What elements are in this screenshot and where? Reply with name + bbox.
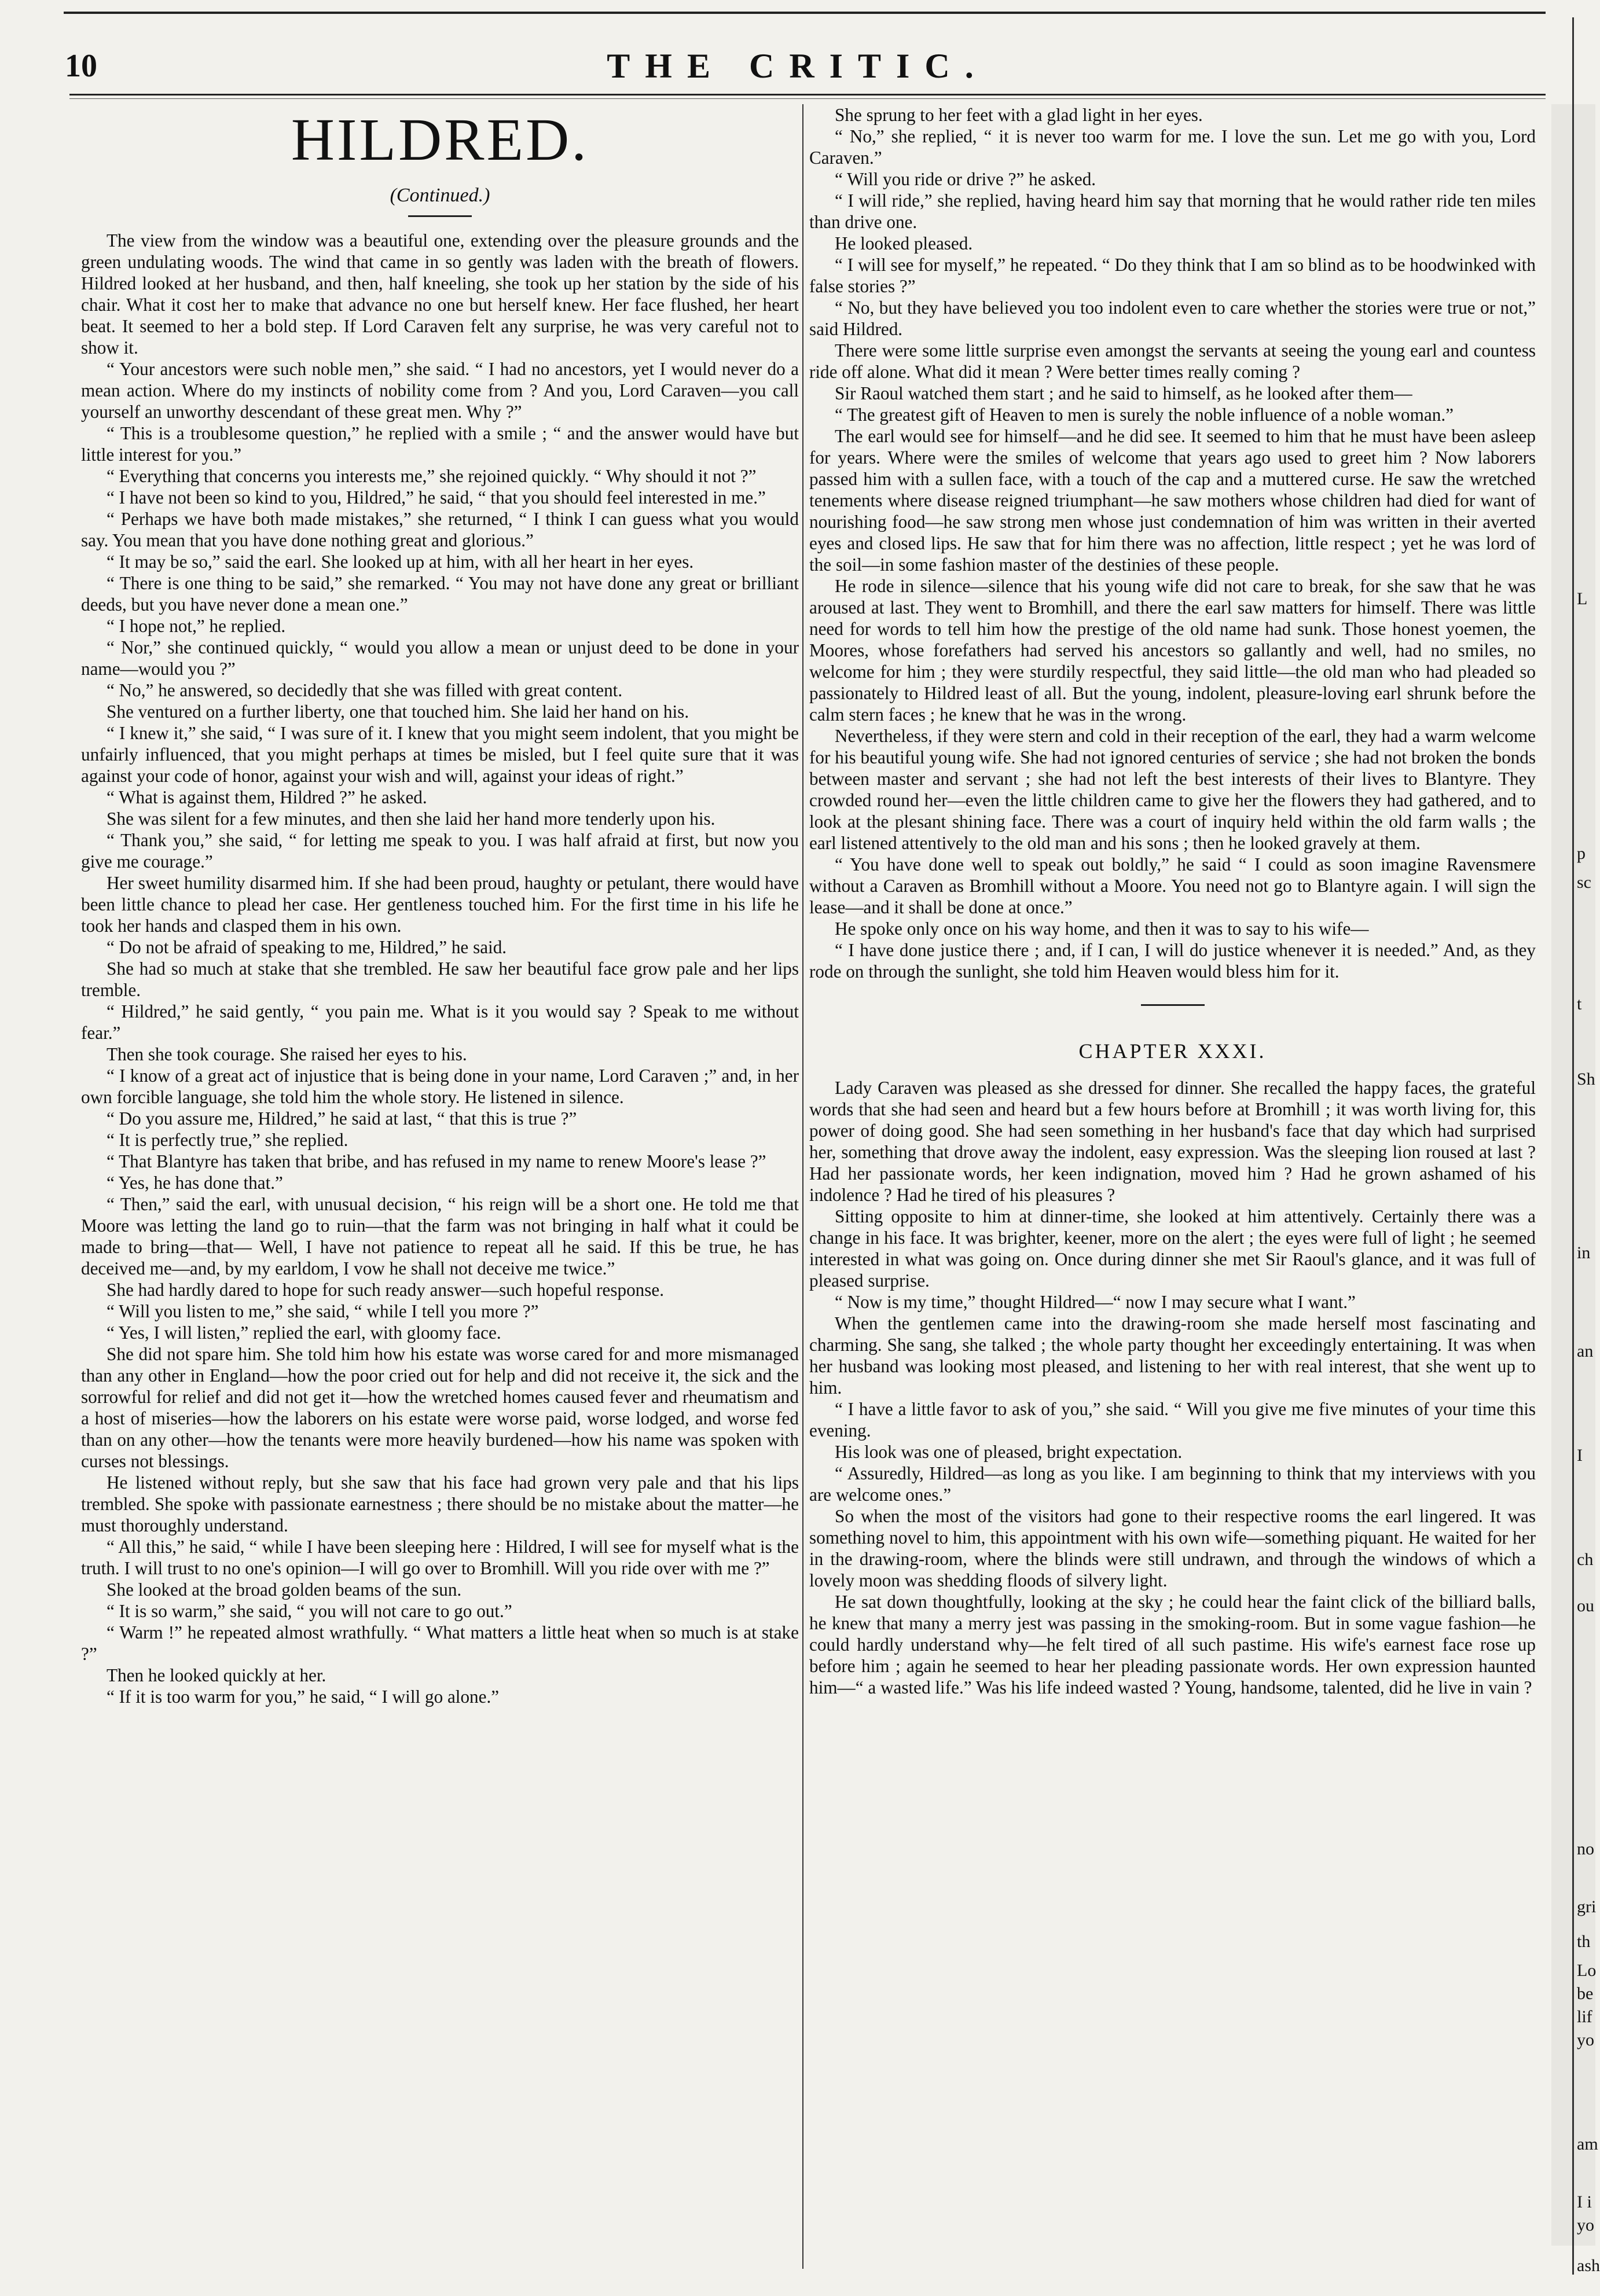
paragraph: She sprung to her feet with a glad light in her eyes.	[835, 105, 1203, 125]
paragraph: The earl would see for himself—and he did see. It seemed to him that he must have been asleep for years. Where were the smiles of welcome that years ago used to greet him ? Now laborers passed him with a sullen face, with a touch of the cap and a muttered curse. He saw the wretched tenements where disease reigned triumphant—he saw mothers whose children had died for want of nourishing food—he saw strong men whose just condemnation of him was written in their averted eyes and closed lips. He saw that for him there was no affection, little respect ; yet he was lord of the soil—in some fashion master of the destinies of these people.	[809, 426, 1536, 575]
paragraph: His look was one of pleased, bright expectation.	[835, 1442, 1183, 1462]
paragraph: Her sweet humility disarmed him. If she had been proud, haughty or petulant, there would have been little chance to plead her case. Her gentleness touched him. For the first time in his life he took her hands and clasped them in his own.	[81, 873, 799, 936]
top-border-rule	[64, 12, 1546, 14]
paragraph: She had hardly dared to hope for such ready answer—such hopeful response.	[107, 1280, 665, 1300]
chapter-paragraphs	[809, 1077, 1536, 1698]
header-rule-thin	[69, 98, 1546, 99]
paragraph: “ No,” she replied, “ it is never too warm for me. I love the sun. Let me go with you, Lord Caraven.”	[809, 126, 1536, 168]
continued-note: (Continued.)	[390, 185, 490, 206]
edge-text-fragment: p	[1577, 844, 1586, 863]
paragraph: “ Thank you,” she said, “ for letting me speak to you. I was half afraid at first, but now you give me courage.”	[81, 830, 799, 872]
paragraph: Sir Raoul watched them start ; and he said to himself, as he looked after them—	[835, 383, 1412, 403]
paragraph: He sat down thoughtfully, looking at the sky ; he could hear the faint click of the billiard balls, he knew that many a merry jest was passing in the smoking-room. But in some vague fashion—he could hardly understand why—he felt tired of all such pastime. His wife's earnest face rose up before him ; again he seemed to hear her pleading passionate words. Her own expression haunted him—“ a wasted life.” Was his life indeed wasted ? Young, handsome, talented, did he live in vain ?	[809, 1592, 1536, 1698]
edge-text-fragment: yo	[1577, 2216, 1594, 2235]
paragraph: He looked pleased.	[835, 233, 973, 254]
header-rule	[69, 94, 1546, 95]
paragraph: She ventured on a further liberty, one that touched him. She laid her hand on his.	[107, 701, 689, 722]
paragraph: “ Warm !” he repeated almost wrathfully. “ What matters a little heat when so much is at stake ?”	[81, 1622, 799, 1664]
paragraph: “ Perhaps we have both made mistakes,” she returned, “ I think I can guess what you would say. You mean that you have done nothing great and glorious.”	[81, 509, 799, 550]
paragraph: He rode in silence—silence that his young wife did not care to break, for she saw that he was aroused at last. They went to Bromhill, and there the earl saw matters for himself. There was little need for words to tell him how the prestige of the old name had sunk. Those honest yoemen, the Moores, whose forefathers had served his ancestors so gallantly and well, had no smiles, no welcome for him ; they were sturdily respectful, they said little—the old man who had pleaded so passionately to Hildred least of all. But the young, indolent, pleasure-loving earl shrunk before the calm stern faces ; he knew that he was in the wrong.	[809, 576, 1536, 725]
edge-text-fragment: I	[1577, 1446, 1583, 1465]
paragraph: “ I know of a great act of injustice that is being done in your name, Lord Caraven ;” and, in her own forcible language, she told him the whole story. He listened in silence.	[81, 1066, 799, 1107]
edge-text-fragment: th	[1577, 1932, 1591, 1951]
paragraph: “ It is perfectly true,” she replied.	[107, 1130, 348, 1150]
adjacent-page-rule	[1572, 17, 1574, 2275]
paragraph: “ This is a troublesome question,” he replied with a smile ; “ and the answer would have but little interest for you.”	[81, 423, 799, 465]
edge-text-fragment: no	[1577, 1839, 1594, 1858]
paragraph: “ That Blantyre has taken that bribe, and has refused in my name to renew Moore's lease ?”	[107, 1151, 766, 1171]
paragraph: The view from the window was a beautiful one, extending over the pleasure grounds and the green undulating woods. The wind that came in so gently was laden with the breath of flowers. Hildred looked at her husband, and then, half kneeling, she took up her station by the side of his chair. What it cost her to make that advance no one but herself knew. Her face flushed, her heart beat. It seemed to her a bold step. If Lord Caraven felt any surprise, he was very careful not to show it.	[81, 230, 799, 358]
edge-text-fragment: gri	[1577, 1897, 1597, 1916]
paragraph: So when the most of the visitors had gone to their respective rooms the earl lingered. It was something novel to him, this appointment with his own wife—something piquant. He waited for her in the drawing-room, where the blinds were still undrawn, and through the windows of which a lovely moon was shedding floods of silvery light.	[809, 1506, 1536, 1590]
paragraph: He listened without reply, but she saw that his face had grown very pale and that his lips trembled. She spoke with passionate earnestness ; there should be no mistake about the matter—he must thoroughly understand.	[81, 1472, 799, 1535]
paragraph: “ Yes, I will listen,” replied the earl, with gloomy face.	[107, 1323, 501, 1343]
paragraph: Sitting opposite to him at dinner-time, she looked at him attentively. Certainly there was a change in his face. It was brighter, keener, more on the alert ; the eyes were full of light ; he seemed interested in what was going on. Once during dinner she met Sir Raoul's glance, and it was full of pleased surprise.	[809, 1206, 1536, 1291]
paragraph: “ Nor,” she continued quickly, “ would you allow a mean or unjust deed to be done in your name—would you ?”	[81, 637, 799, 679]
edge-text-fragment: sc	[1577, 873, 1591, 892]
paragraph: “ Will you listen to me,” she said, “ while I tell you more ?”	[107, 1301, 539, 1321]
paragraph: “ Your ancestors were such noble men,” she said. “ I had no ancestors, yet I would never do a mean action. Where do my instincts of nobility come from ? And you, Lord Caraven—you call yourself an unworthy descendant of these great men. Why ?”	[81, 359, 799, 422]
paragraph: “ It may be so,” said the earl. She looked up at him, with all her heart in her eyes.	[107, 552, 694, 572]
column-divider	[802, 104, 803, 2269]
paragraph: “ I have a little favor to ask of you,” she said. “ Will you give me five minutes of your time this evening.	[809, 1399, 1536, 1441]
paragraph: “ No, but they have believed you too indolent even to care whether the stories were true or not,” said Hildred.	[809, 297, 1536, 339]
paragraph: “ No,” he answered, so decidedly that she was filled with great content.	[107, 680, 623, 700]
paragraph: “ I will ride,” she replied, having heard him say that morning that he would rather ride ten miles than drive one.	[809, 190, 1536, 232]
edge-text-fragment: be	[1577, 1984, 1594, 2003]
edge-text-fragment: ou	[1577, 1596, 1594, 1615]
paragraph: When the gentlemen came into the drawing-room she made herself most fascinating and charming. She sang, she talked ; the whole party thought her exceedingly entertaining. It was when her husband was looking most pleased, and listening to her with real interest, that she went up to him.	[809, 1313, 1536, 1398]
paragraph: There were some little surprise even amongst the servants at seeing the young earl and countess ride off alone. What did it mean ? Were better times really coming ?	[809, 340, 1536, 382]
paragraph: “ It is so warm,” she said, “ you will not care to go out.”	[107, 1601, 512, 1621]
paragraph: “ Will you ride or drive ?” he asked.	[835, 169, 1096, 189]
paragraph: “ I hope not,” he replied.	[107, 616, 286, 636]
page-number: 10	[65, 48, 97, 84]
paragraph: “ Everything that concerns you interests me,” she rejoined quickly. “ Why should it not ?”	[107, 466, 757, 486]
paragraph: “ Do you assure me, Hildred,” he said at last, “ that this is true ?”	[107, 1108, 577, 1129]
paragraph: She did not spare him. She told him how his estate was worse cared for and more mismanaged than any other in England—how the poor cried out for help and did not receive it, the sick and the sorrowful for relief and did not get it—how the wretched homes caused fever and rheumatism and a host of miseries—how the laborers on his estate were worse paid, worse lodged, and worse fed than on any other—how the tenants were more heavily burdened—how his name was spoken with curses not blessings.	[81, 1344, 799, 1471]
edge-text-fragment: ch	[1577, 1550, 1594, 1569]
paragraph: “ Now is my time,” thought Hildred—“ now I may secure what I want.”	[835, 1292, 1356, 1312]
edge-text-fragment: yo	[1577, 2030, 1594, 2049]
paragraph: “ Yes, he has done that.”	[107, 1173, 283, 1193]
paragraph: “ Do not be afraid of speaking to me, Hildred,” he said.	[107, 937, 507, 957]
paragraph: “ All this,” he said, “ while I have been sleeping here : Hildred, I will see for myself what is the truth. I will trust to no one's opinion—I will go over to Bromhill. Will you ride over with me ?”	[81, 1537, 799, 1578]
title-rule	[408, 215, 472, 217]
edge-text-fragment: I i	[1577, 2192, 1592, 2211]
edge-text-fragment: Lo	[1577, 1961, 1597, 1980]
edge-text-fragment: t	[1577, 994, 1582, 1013]
paragraph: She had so much at stake that she trembled. He saw her beautiful face grow pale and her lips tremble.	[81, 958, 799, 1000]
paragraph: Then she took courage. She raised her eyes to his.	[107, 1044, 467, 1064]
paragraph: “ I have not been so kind to you, Hildred,” he said, “ that you should feel interested in me.”	[107, 487, 766, 508]
paragraph: “ What is against them, Hildred ?” he asked.	[107, 787, 427, 807]
chapter-heading: CHAPTER XXXI.	[1078, 1039, 1267, 1063]
paragraph: “ Then,” said the earl, with unusual decision, “ his reign will be a short one. He told me that Moore was letting the land go to ruin—that the farm was not bringing in half what it could be made to bring—that— Well, I have not patience to repeat all he said. If this be true, he has deceived me—and, by my earldom, I vow he shall not deceive me twice.”	[81, 1194, 799, 1279]
paragraph: “ I will see for myself,” he repeated. “ Do they think that I am so blind as to be hoodwinked with false stories ?”	[809, 255, 1536, 296]
paragraph: Lady Caraven was pleased as she dressed for dinner. She recalled the happy faces, the grateful words that she had seen and heard but a few hours before at Bromhill ; it was worth living for, this power of doing good. She had seen something in her husband's face that day which had surprised her, something that drove away the indolent, easy expression. Was the sleeping lion roused at last ? Had her passionate words, her keen indignation, moved him ? Had he grown ashamed of his indolence ? Had he tired of his pleasures ?	[809, 1078, 1536, 1205]
right-column	[809, 104, 1536, 2280]
chapter-rule	[1141, 1004, 1205, 1006]
edge-text-fragment: L	[1577, 589, 1588, 608]
paragraph: “ If it is too warm for you,” he said, “ I will go alone.”	[107, 1687, 500, 1707]
paragraph: She was silent for a few minutes, and then she laid her hand more tenderly upon his.	[107, 809, 715, 829]
edge-text-fragment: ash	[1577, 2256, 1600, 2275]
paragraph: “ Hildred,” he said gently, “ you pain me. What is it you would say ? Speak to me without fear.”	[81, 1001, 799, 1043]
left-paragraphs	[81, 230, 799, 1707]
paragraph: “ The greatest gift of Heaven to men is surely the noble influence of a noble woman.”	[835, 405, 1454, 425]
edge-text-fragment: an	[1577, 1342, 1594, 1361]
story-title: HILDRED.	[291, 106, 589, 173]
edge-text-fragment: am	[1577, 2135, 1598, 2154]
running-title: THE CRITIC.	[607, 47, 989, 85]
edge-text-fragment: in	[1577, 1243, 1591, 1262]
left-column	[81, 104, 799, 2280]
paragraph: Nevertheless, if they were stern and cold in their reception of the earl, they had a warm welcome for his beautiful young wife. She had not ignored centuries of service ; she had not broken the bonds between master and servant ; she had not left the best interests of their lives to Blantyre. They crowded round her—even the little children came to give her the flowers they had gathered, and to look at the plesant shining face. There was a court of inquiry held within the old farm walls ; the earl listened attentively to the old man and his sons ; then he looked gravely at them.	[809, 726, 1536, 853]
paragraph: “ Assuredly, Hildred—as long as you like. I am beginning to think that my interviews with you are welcome ones.”	[809, 1463, 1536, 1505]
right-paragraphs	[809, 104, 1536, 982]
paragraph: He spoke only once on his way home, and then it was to say to his wife—	[835, 919, 1369, 939]
paragraph: “ There is one thing to be said,” she remarked. “ You may not have done any great or brilliant deeds, but you have never done a mean one.”	[81, 573, 799, 615]
edge-text-fragment: lif	[1577, 2007, 1592, 2026]
paragraph: “ I knew it,” she said, “ I was sure of it. I knew that you might seem indolent, that you might be unfairly influenced, that you might perhaps at times be misled, but I feel quite sure that it was against your code of honor, against your wish and will, against your ideas of right.”	[81, 723, 799, 786]
paragraph: “ You have done well to speak out boldly,” he said “ I could as soon imagine Ravensmere without a Caraven as Bromhill without a Moore. You need not go to Blantyre again. I will sign the lease—and it shall be done at once.”	[809, 854, 1536, 917]
paragraph: She looked at the broad golden beams of the sun.	[107, 1579, 462, 1600]
edge-text-fragment: Sh	[1577, 1070, 1595, 1089]
paragraph: Then he looked quickly at her.	[107, 1665, 326, 1685]
paragraph: “ I have done justice there ; and, if I can, I will do justice whenever it is needed.” And, as they rode on through the sunlight, she told him Heaven would bless him for it.	[809, 940, 1536, 982]
